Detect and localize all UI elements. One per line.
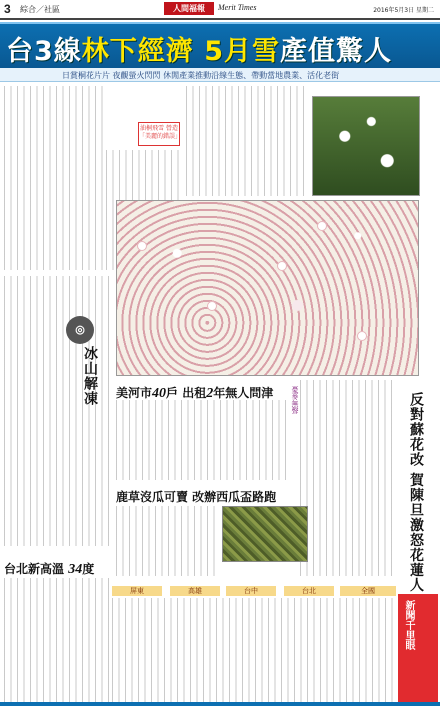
- article-text-columns: [186, 86, 308, 196]
- ice-headline: 冰山解凍: [82, 346, 98, 406]
- column-icon: ◎: [66, 316, 94, 344]
- article-text-columns: [116, 506, 218, 576]
- article-text-columns: [4, 86, 104, 270]
- subheadline: 日賞桐花片片 夜觀螢火閃閃 休閒產業推動沿線生態、帶動當地農業、活化老街: [62, 71, 340, 80]
- page-number: 3: [4, 2, 11, 16]
- luucao-headline: 鹿草沒瓜可賣 改辦西瓜盃路跑: [116, 490, 277, 504]
- newspaper-logo: 人間福報: [164, 2, 214, 15]
- protest-headline: 反對蘇花改 賀陳旦激怒花蓮人: [408, 392, 424, 593]
- region-label-kaohsiung: 高雄: [170, 586, 220, 596]
- dateline: 2016年5月3日 星期二: [373, 7, 434, 14]
- region-label-taichung: 台中: [226, 586, 276, 596]
- tung-blossom-photo: [116, 200, 419, 376]
- subhead-bar: [0, 68, 440, 82]
- news-flash-title: 新聞千里眼: [403, 600, 414, 650]
- article-text-columns: [300, 380, 396, 576]
- newspaper-logo-en: Merit Times: [218, 3, 257, 12]
- headline-banner: [0, 22, 440, 68]
- article-text-columns: [4, 276, 110, 546]
- taipei-heat-headline: 台北新高溫 34度: [4, 562, 95, 577]
- masthead-bar: [0, 0, 440, 20]
- byline-box: 憂麥無聲: [291, 386, 299, 414]
- region-label-pingtung: 屏東: [112, 586, 162, 596]
- article-text-columns: [116, 400, 286, 480]
- news-flash-panel: [398, 594, 438, 702]
- region-label-taipei: 台北: [284, 586, 334, 596]
- meihe-headline: 美河市40戶 出租2年無人問津: [116, 386, 274, 401]
- section-label: 綜合／社區: [20, 5, 60, 14]
- region-label-national: 全國: [340, 586, 396, 596]
- main-headline: 台3線林下經濟 5月雪產值驚人: [6, 36, 392, 67]
- watermelon-field-photo: [222, 506, 308, 562]
- tung-tree-photo: [312, 96, 420, 196]
- feature-badge: 油桐飛雪 營造「美麗的錯誤」: [138, 122, 180, 146]
- footer-rule: [0, 702, 440, 706]
- article-text-columns: [112, 598, 396, 702]
- article-text-columns: [4, 578, 110, 702]
